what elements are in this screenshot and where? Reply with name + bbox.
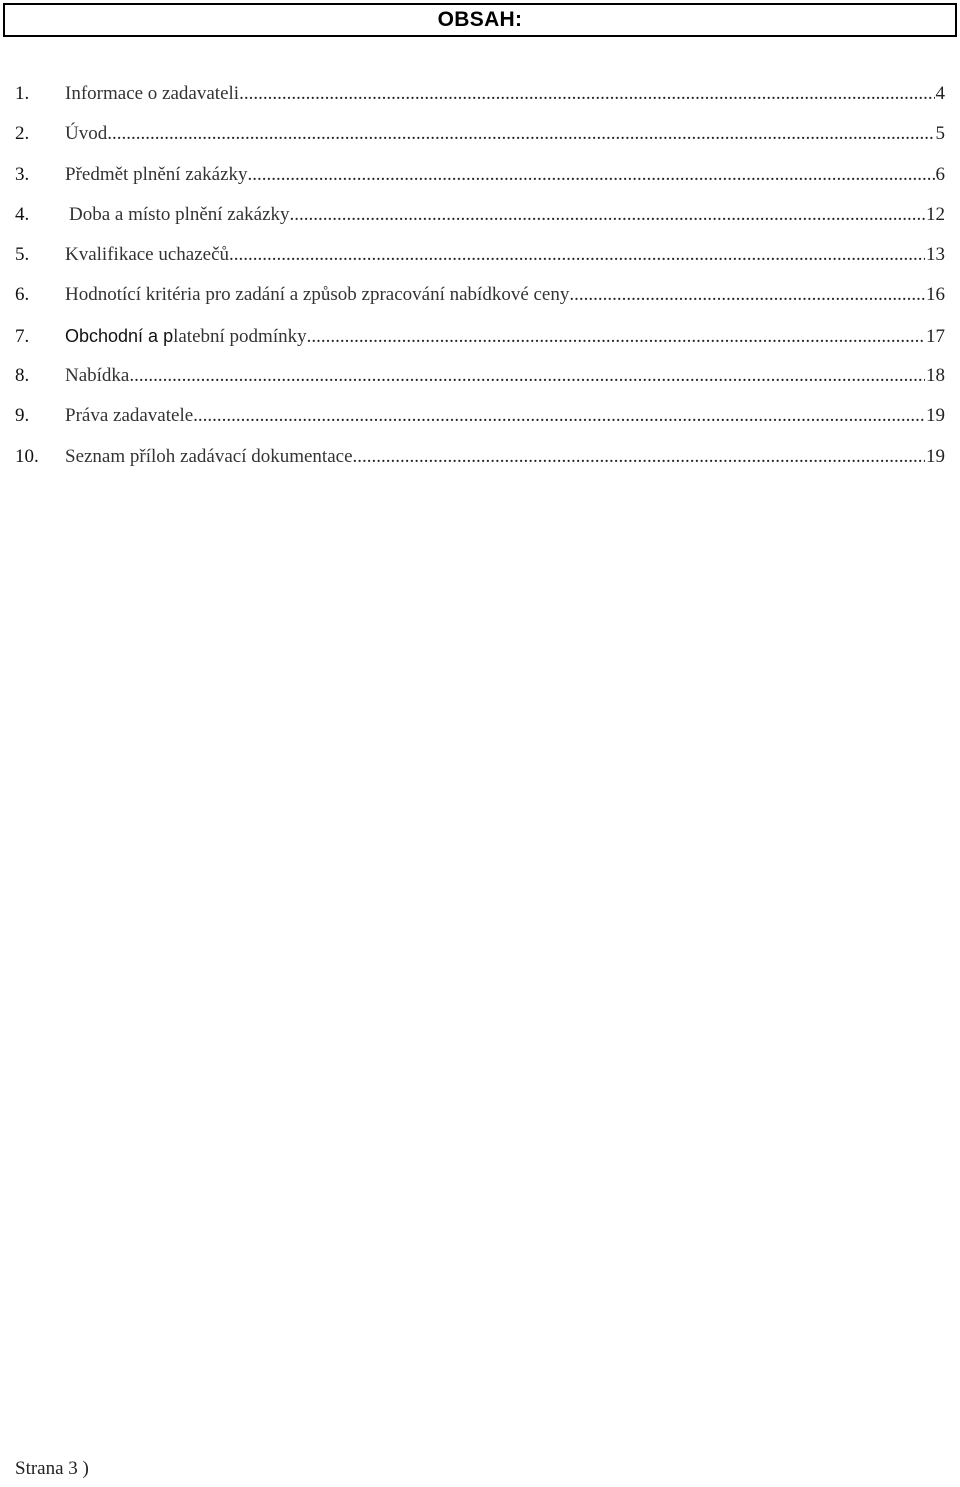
toc-entry-label: Hodnotící kritéria pro zadání a způsob zpracování nabídkové ceny (65, 284, 570, 306)
toc-dot-leader (248, 155, 935, 195)
toc-entry-number: 1. (15, 83, 30, 104)
toc-entry-label: Úvod (65, 123, 108, 145)
toc-entry-page: 6 (935, 163, 945, 185)
toc-entry-number: 7. (15, 325, 30, 347)
toc-dot-leader (107, 114, 934, 154)
toc-entry-page: 19 (926, 445, 945, 467)
toc-entry-label: Kvalifikace uchazečů (65, 244, 230, 266)
toc-entry-label: Nabídka (65, 365, 130, 387)
toc-entry-number: 9. (15, 405, 30, 427)
toc-entry-label-serif-part: latební podmínky (173, 325, 307, 347)
toc-heading: OBSAH: (437, 8, 523, 31)
toc-entry-page: 5 (935, 123, 945, 145)
toc-entry[interactable] (15, 316, 945, 356)
toc-dot-leader (307, 317, 925, 357)
toc-entry-label: Informace o zadavateli (65, 83, 240, 104)
toc-dot-leader (229, 235, 925, 275)
toc-entry-number: 5. (15, 244, 30, 266)
toc-entry-number: 4. (15, 203, 30, 225)
toc-entry-page: 18 (926, 365, 945, 387)
toc-entry[interactable] (15, 396, 945, 436)
toc-entry[interactable] (15, 74, 945, 114)
toc-entry-number: 2. (15, 123, 30, 145)
toc-entry-page: 19 (926, 405, 945, 427)
toc-entry-number: 10. (15, 445, 39, 467)
toc-entry-label: Doba a místo plnění zakázky (69, 203, 290, 225)
toc-dot-leader (129, 356, 925, 396)
toc-dot-leader (239, 74, 934, 114)
page-number-footer: Strana 3 ) (15, 1458, 89, 1479)
toc-entry-page: 4 (935, 83, 945, 104)
toc-entry-label-sans-part: Obchodní a p (65, 325, 174, 346)
toc-entry[interactable] (15, 356, 945, 396)
toc-heading-box (3, 3, 957, 37)
toc-entry-number: 8. (15, 365, 30, 387)
toc-entry-number: 3. (15, 163, 30, 185)
toc-entry-page: 13 (926, 244, 945, 266)
toc-dot-leader (193, 396, 925, 436)
toc-entry[interactable] (15, 155, 945, 195)
toc-entry-label: Práva zadavatele (65, 405, 194, 427)
toc-entry-page: 16 (926, 284, 945, 306)
table-of-contents (15, 74, 945, 477)
toc-entry-label: Předmět plnění zakázky (65, 163, 248, 185)
toc-entry-page: 12 (926, 203, 945, 225)
toc-dot-leader (290, 195, 925, 235)
toc-entry[interactable] (15, 275, 945, 315)
toc-entry[interactable] (15, 114, 945, 154)
toc-entry[interactable] (15, 235, 945, 275)
toc-entry-label: Seznam příloh zadávací dokumentace (65, 445, 353, 467)
toc-entry[interactable] (15, 437, 945, 477)
toc-dot-leader (353, 437, 925, 477)
toc-entry-number: 6. (15, 284, 30, 306)
toc-entry[interactable] (15, 195, 945, 235)
toc-dot-leader (569, 275, 925, 315)
toc-entry-page: 17 (926, 325, 945, 347)
